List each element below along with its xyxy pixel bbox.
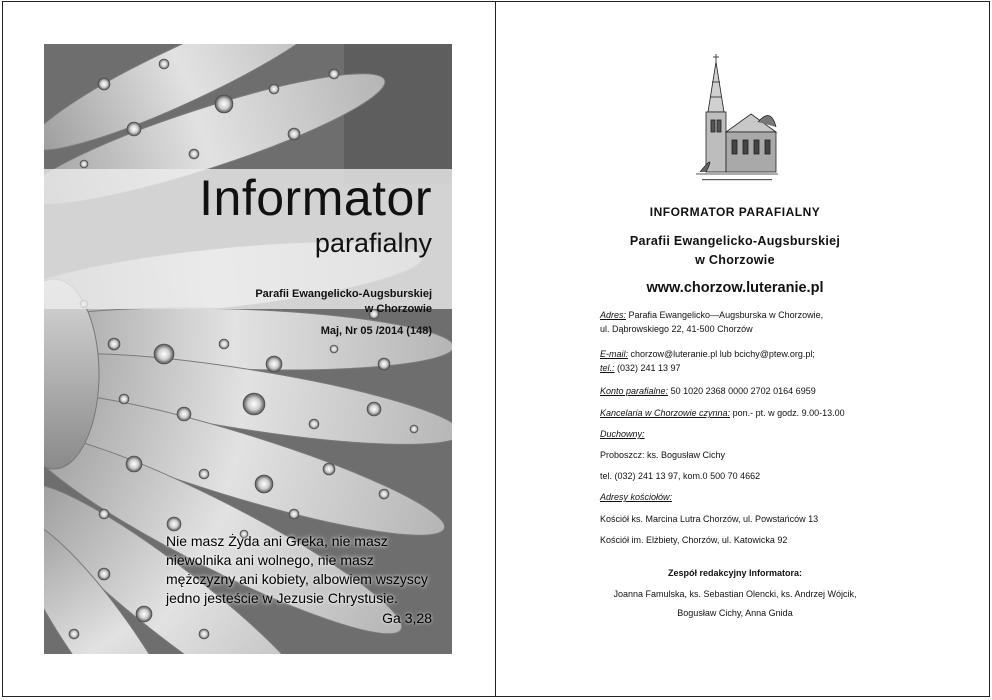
account-label: Konto parafialne: bbox=[600, 386, 669, 396]
cover-page bbox=[44, 44, 452, 654]
contact-block bbox=[600, 347, 930, 375]
address-line2: ul. Dąbrowskiego 22, 41-500 Chorzów bbox=[600, 324, 753, 334]
phone-label: tel.: bbox=[600, 363, 615, 373]
address-value: Parafia Ewangelicko—Augsburska w Chorzowie, bbox=[626, 310, 824, 320]
office-value: pon.- pt. w godz. 9.00-13.00 bbox=[730, 408, 845, 418]
info-parish-name bbox=[520, 232, 950, 270]
account-value: 50 1020 2368 0000 2702 0164 6959 bbox=[668, 386, 816, 396]
quote-line: mężczyzny ani kobiety, albowiem wszyscy bbox=[166, 571, 428, 587]
office-hours-line bbox=[600, 406, 930, 420]
email-label: E-mail: bbox=[600, 349, 629, 359]
editorial-team-heading: Zespół redakcyjny Informatora: bbox=[667, 568, 803, 578]
info-heading: INFORMATOR PARAFIALNY bbox=[649, 205, 821, 219]
address-block bbox=[600, 308, 930, 336]
team-line1: Joanna Famulska, ks. Sebastian Olencki, ks. Andrzej Wójcik, bbox=[613, 589, 857, 599]
bible-quote bbox=[166, 532, 436, 608]
cover-parish-line2: w Chorzowie bbox=[364, 303, 432, 315]
cover-parish-name bbox=[255, 287, 432, 317]
cover-subtitle: parafialny bbox=[314, 228, 432, 258]
cover-title: Informator bbox=[199, 170, 432, 226]
info-parish-line1: Parafii Ewangelicko-Augsburskiej bbox=[629, 234, 841, 248]
cover-issue-number: Maj, Nr 05 /2014 (148) bbox=[320, 325, 432, 337]
quote-line: Nie masz Żyda ani Greka, nie masz bbox=[166, 533, 388, 549]
bible-quote-reference: Ga 3,28 bbox=[382, 610, 432, 626]
church-address-1: Kościół ks. Marcina Lutra Chorzów, ul. Powstańców 13 bbox=[600, 514, 819, 524]
clergy-label: Duchowny: bbox=[600, 429, 645, 439]
website-link[interactable]: www.chorzow.luteranie.pl bbox=[646, 280, 824, 296]
church-address-2: Kościół im. Elżbiety, Chorzów, ul. Katowicka 92 bbox=[600, 535, 788, 545]
page-divider bbox=[495, 1, 496, 697]
team-line2: Bogusław Cichy, Anna Gnida bbox=[677, 608, 793, 618]
quote-line: jedno jesteście w Jezusie Chrystusie. bbox=[166, 590, 398, 606]
address-label: Adres: bbox=[600, 310, 627, 320]
cover-parish-line1: Parafii Ewangelicko-Augsburskiej bbox=[255, 288, 432, 300]
email-value[interactable]: chorzow@luteranie.pl lub bcichy@ptew.org.pl; bbox=[628, 349, 815, 359]
phone-value: (032) 241 13 97 bbox=[614, 363, 681, 373]
info-parish-line2: w Chorzowie bbox=[695, 253, 775, 267]
pastor-name: Proboszcz: ks. Bogusław Cichy bbox=[600, 450, 726, 460]
churches-label: Adresy kościołów: bbox=[600, 492, 673, 502]
office-label: Kancelaria w Chorzowie czynna: bbox=[600, 408, 731, 418]
editorial-team-members bbox=[590, 585, 880, 623]
account-line bbox=[600, 384, 930, 398]
pastor-phone: tel. (032) 241 13 97, kom.0 500 70 4662 bbox=[600, 471, 761, 481]
quote-line: niewolnika ani wolnego, nie masz bbox=[166, 552, 374, 568]
church-drawing-image bbox=[696, 52, 778, 184]
